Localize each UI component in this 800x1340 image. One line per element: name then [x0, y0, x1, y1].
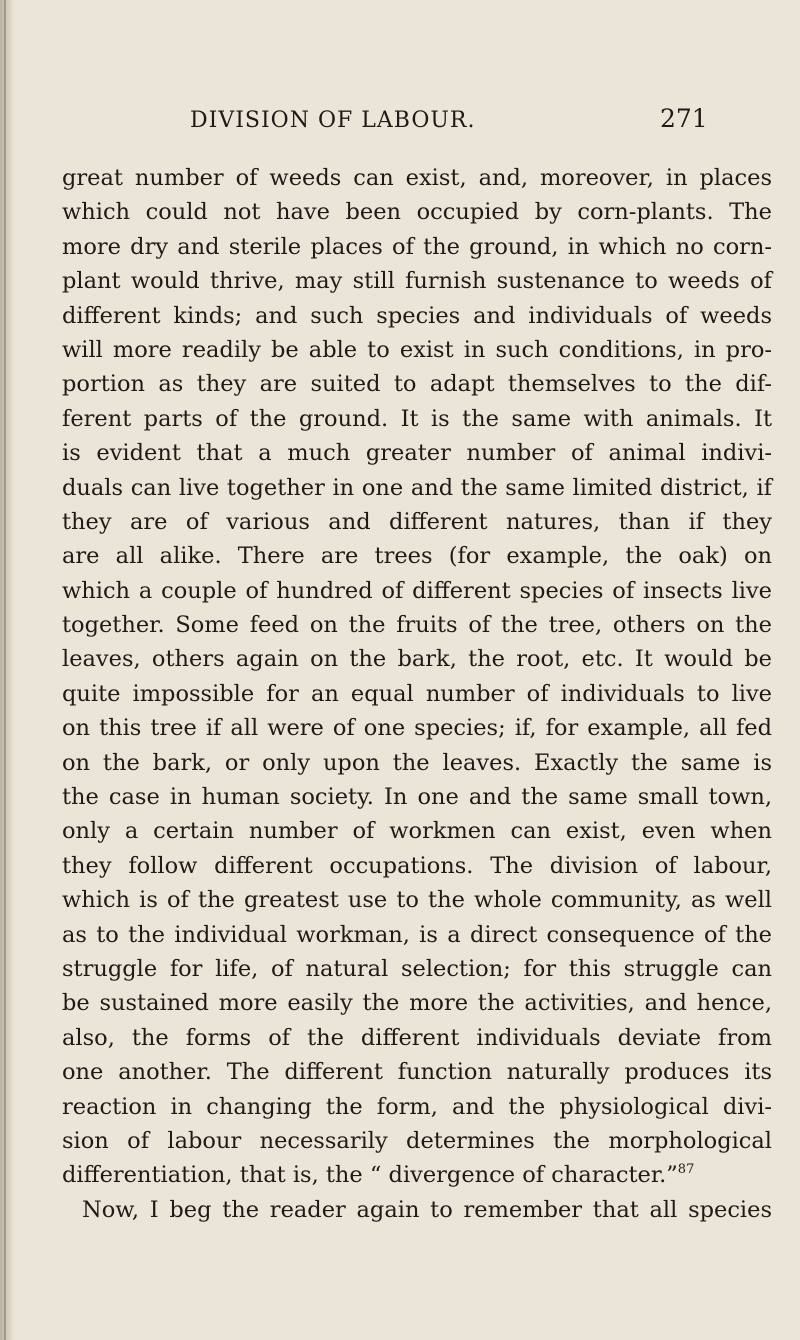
footnote-reference: 87	[677, 1162, 695, 1178]
binding-shadow	[4, 0, 6, 1340]
text-line: the case in human society. In one and the same small town,	[62, 784, 772, 811]
text-line: are all alike. There are trees (for example, the oak) on	[62, 543, 772, 570]
text-line: also, the forms of the different individuals deviate from	[62, 1024, 772, 1051]
text-line: which a couple of hundred of different species of insects live	[62, 577, 772, 604]
text-line: sion of labour necessarily determines the morphological	[62, 1127, 772, 1154]
text-line: as to the individual workman, is a direct consequence of the	[62, 921, 772, 948]
text-line: they follow different occupations. The division of labour,	[62, 852, 772, 879]
text-line: on the bark, or only upon the leaves. Exactly the same is	[62, 749, 772, 776]
text-line: struggle for life, of natural selection; for this struggle can	[62, 955, 772, 982]
text-line: together. Some feed on the fruits of the tree, others on the	[62, 612, 772, 639]
text-line: one another. The different function naturally produces its	[62, 1059, 772, 1086]
book-binding-edge	[0, 0, 14, 1340]
paragraph-start-line: Now, I beg the reader again to remember that all species	[82, 1196, 772, 1223]
text-line: differentiation, that is, the “ divergence of character.”	[62, 1162, 678, 1189]
text-line: be sustained more easily the more the activities, and hence,	[62, 990, 772, 1017]
paragraph-end-line	[62, 1158, 772, 1192]
page-number: 271	[660, 104, 708, 133]
text-line: duals can live together in one and the same limited district, if	[62, 474, 772, 501]
text-line: ferent parts of the ground. It is the same with animals. It	[62, 405, 772, 432]
text-line: only a certain number of workmen can exist, even when	[62, 818, 772, 845]
text-line: is evident that a much greater number of animal indivi-	[62, 440, 772, 467]
running-head: DIVISION OF LABOUR.	[190, 108, 476, 133]
text-line: leaves, others again on the bark, the root, etc. It would be	[62, 646, 772, 673]
text-line: different kinds; and such species and individuals of weeds	[62, 302, 772, 329]
body-text	[62, 161, 772, 1227]
text-line: great number of weeds can exist, and, moreover, in places	[62, 165, 772, 191]
text-line: will more readily be able to exist in such conditions, in pro-	[62, 336, 772, 363]
text-line: which could not have been occupied by corn-plants. The	[62, 199, 772, 226]
text-line: quite impossible for an equal number of individuals to live	[62, 680, 772, 707]
text-line: plant would thrive, may still furnish sustenance to weeds of	[62, 268, 772, 295]
text-line: more dry and sterile places of the ground, in which no corn-	[62, 233, 772, 260]
text-line: they are of various and different natures, than if they	[62, 508, 772, 535]
text-line: reaction in changing the form, and the physiological divi-	[62, 1093, 772, 1120]
text-line: which is of the greatest use to the whole community, as well	[62, 887, 772, 914]
text-line: on this tree if all were of one species; if, for example, all fed	[62, 715, 772, 742]
text-line: portion as they are suited to adapt themselves to the dif-	[62, 371, 772, 398]
